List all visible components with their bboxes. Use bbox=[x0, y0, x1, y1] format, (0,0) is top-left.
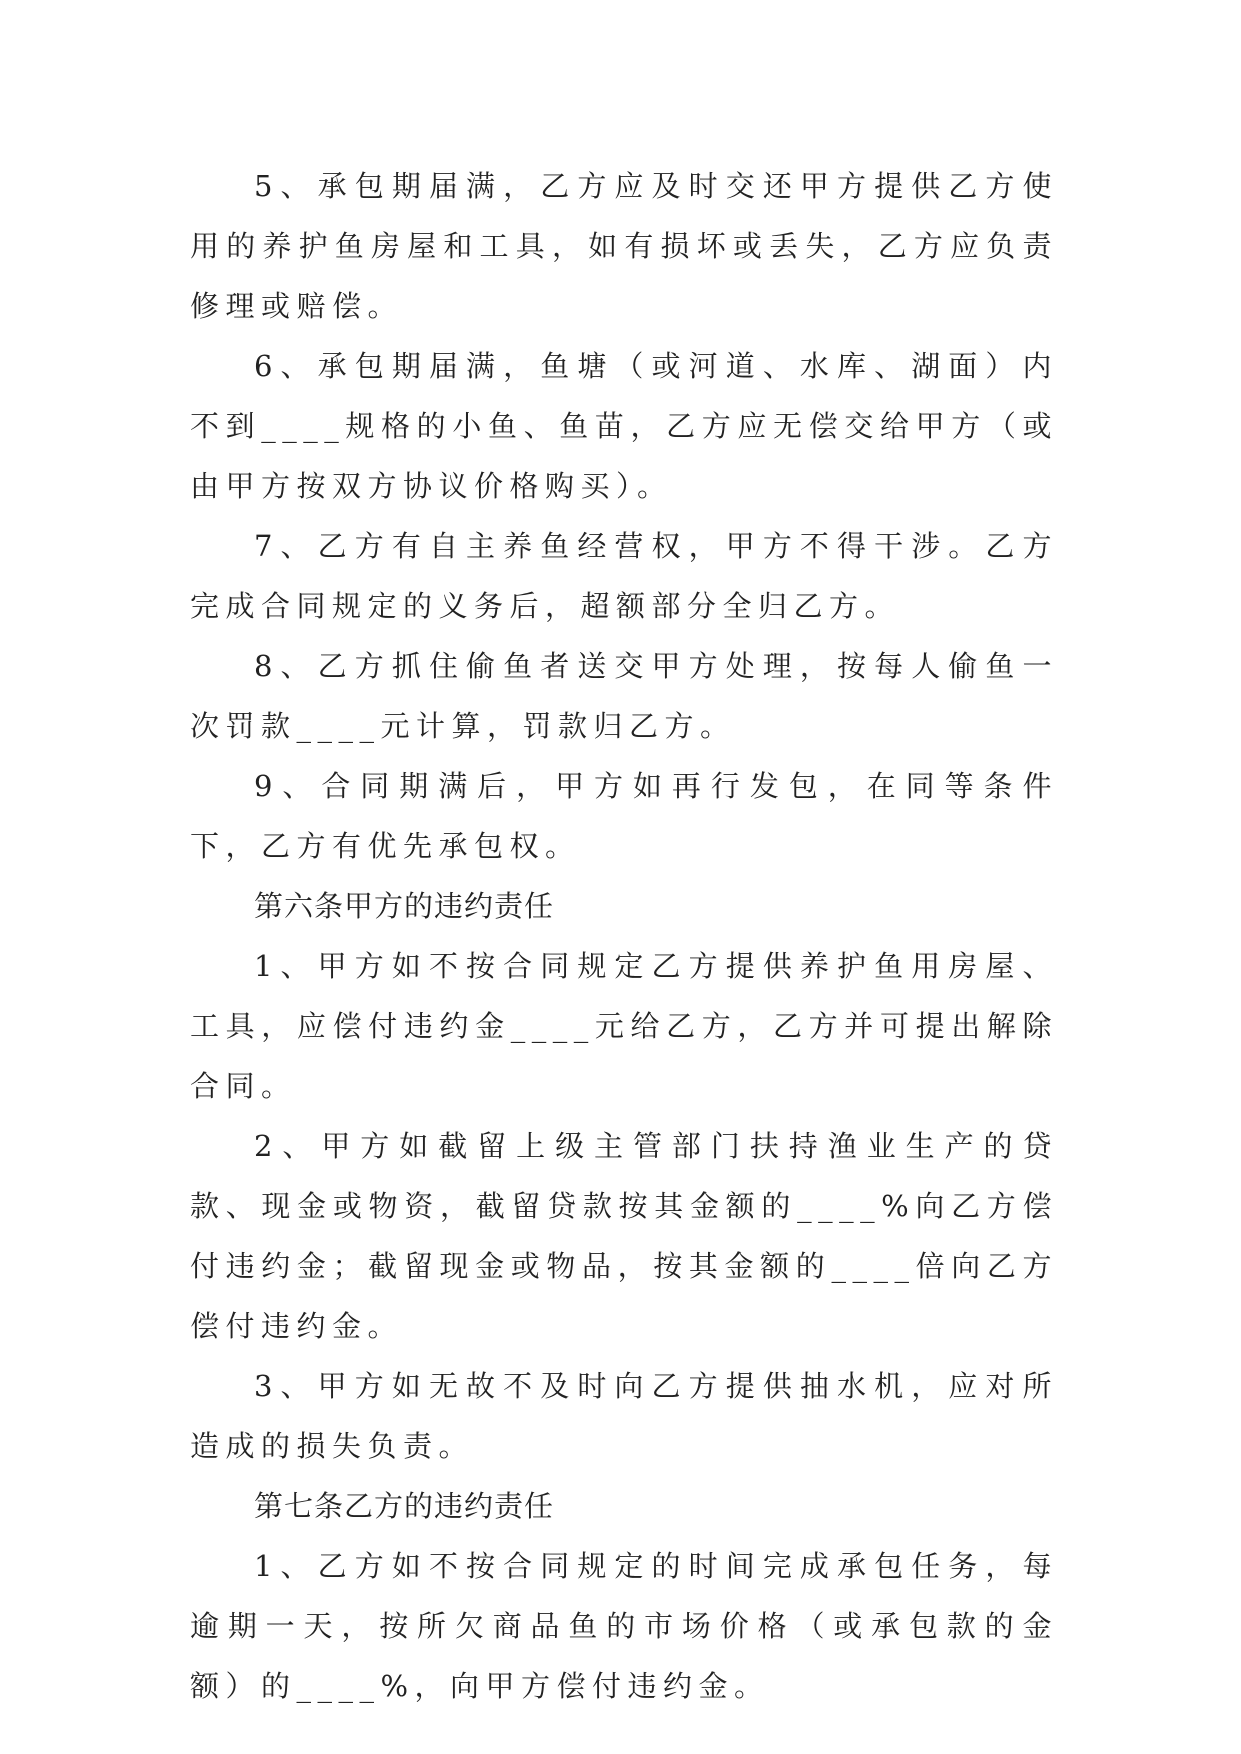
article-6-clause-1: 1、甲方如不按合同规定乙方提供养护鱼用房屋、工具，应偿付违约金____元给乙方，乙方并可提出解除合同。 bbox=[190, 949, 1058, 1103]
contract-body bbox=[190, 156, 1058, 1716]
article-6-clause-3: 3、甲方如无故不及时向乙方提供抽水机，应对所造成的损失负责。 bbox=[190, 1369, 1058, 1463]
clause-6: 6、承包期届满，鱼塘（或河道、水库、湖面）内不到____规格的小鱼、鱼苗，乙方应无偿交给甲方（或由甲方按双方协议价格购买）。 bbox=[190, 349, 1058, 503]
clause-8: 8、乙方抓住偷鱼者送交甲方处理，按每人偷鱼一次罚款____元计算，罚款归乙方。 bbox=[190, 649, 1058, 743]
clause-9: 9、合同期满后，甲方如再行发包，在同等条件下，乙方有优先承包权。 bbox=[190, 769, 1058, 863]
clause-5: 5、承包期届满，乙方应及时交还甲方提供乙方使用的养护鱼房屋和工具，如有损坏或丢失，乙方应负责修理或赔偿。 bbox=[190, 169, 1058, 323]
article-6-heading: 第六条甲方的违约责任 bbox=[254, 889, 555, 923]
article-7-heading: 第七条乙方的违约责任 bbox=[254, 1489, 555, 1523]
clause-7: 7、乙方有自主养鱼经营权，甲方不得干涉。乙方完成合同规定的义务后，超额部分全归乙方。 bbox=[190, 529, 1058, 623]
article-7-clause-1: 1、乙方如不按合同规定的时间完成承包任务，每逾期一天，按所欠商品鱼的市场价格（或承包款的金额）的____%，向甲方偿付违约金。 bbox=[190, 1549, 1058, 1703]
article-6-clause-2: 2、甲方如截留上级主管部门扶持渔业生产的贷款、现金或物资，截留贷款按其金额的____%向乙方偿付违约金；截留现金或物品，按其金额的____倍向乙方偿付违约金。 bbox=[190, 1129, 1058, 1343]
